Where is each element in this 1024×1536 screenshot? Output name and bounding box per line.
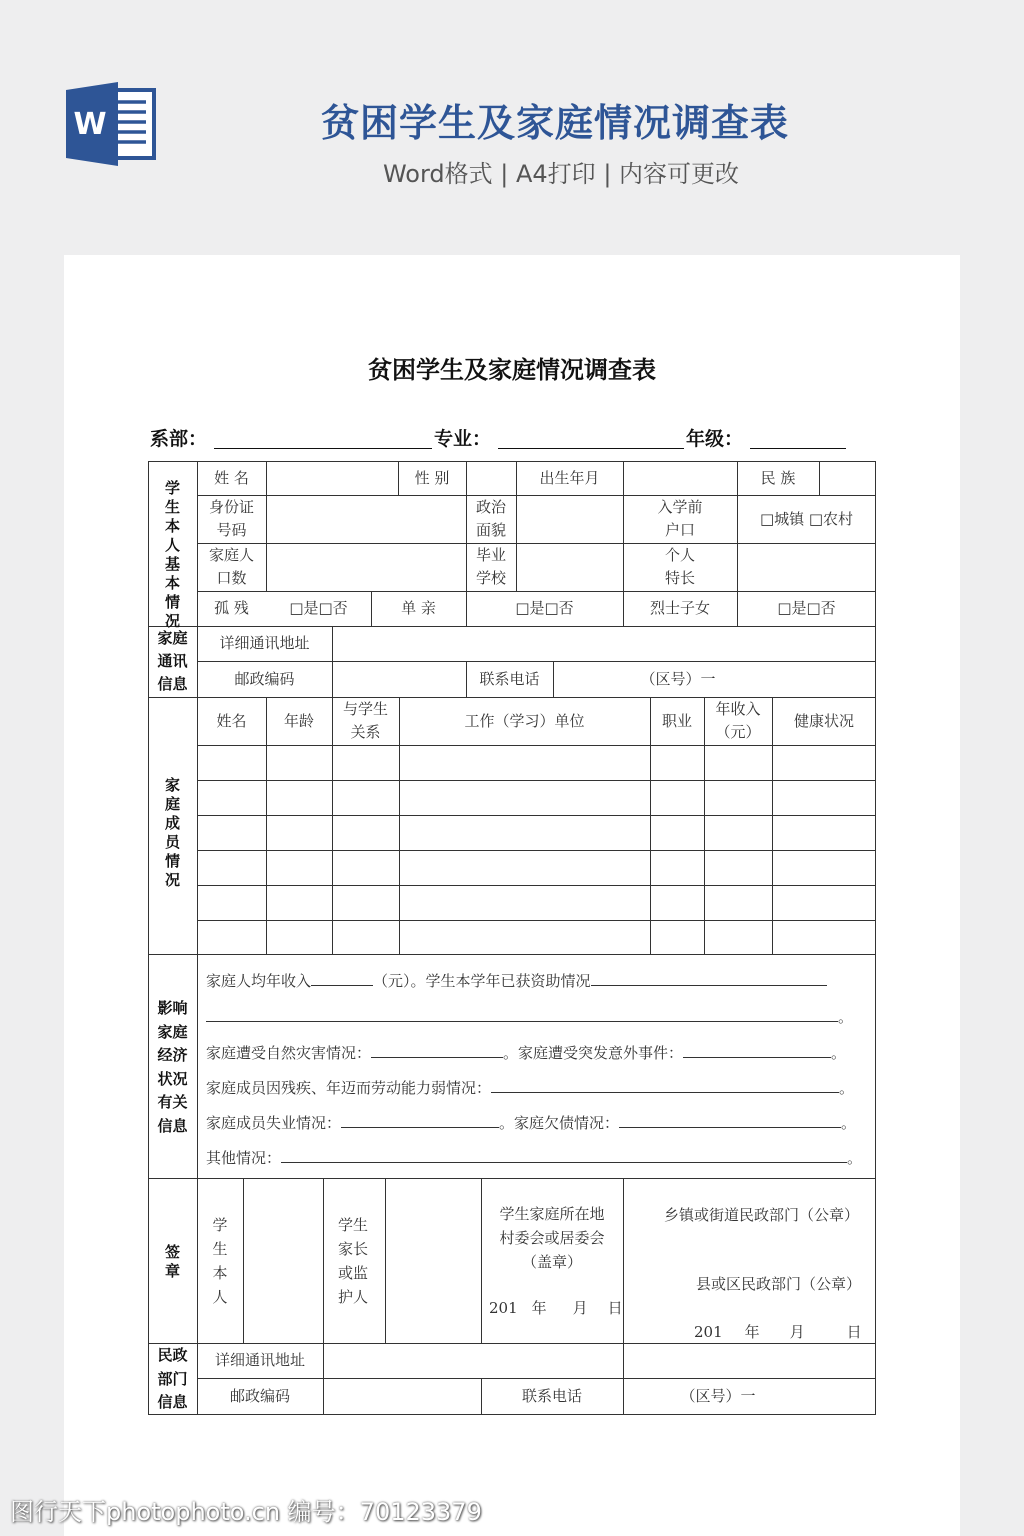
banner-subtitle: Word格式 | A4打印 | 内容可更改 bbox=[382, 160, 740, 188]
family-size-label: 家庭人 口数 bbox=[208, 546, 254, 587]
col-work-unit: 工作（学习）单位 bbox=[464, 712, 585, 730]
dept-label: 系部： bbox=[150, 428, 208, 450]
hukou-options[interactable]: □城镇 □农村 bbox=[759, 510, 854, 528]
disability-line: 家庭成员因残疾、年迈而劳动能力弱情况： 。 bbox=[206, 1076, 854, 1098]
col-income: 年收入 （元） bbox=[715, 700, 761, 741]
ethnicity-label: 民 族 bbox=[760, 469, 796, 487]
political-label: 政治 面貌 bbox=[475, 498, 506, 539]
martyr-options[interactable]: □是□否 bbox=[777, 599, 836, 617]
single-parent-options[interactable]: □是□否 bbox=[515, 599, 574, 617]
major-label: 专业： bbox=[434, 428, 492, 450]
section-economic-info: 影响家庭经济状况有关信息 bbox=[157, 999, 188, 1135]
orphan-label: 孤 残 bbox=[214, 599, 249, 617]
major-field[interactable] bbox=[498, 448, 684, 449]
village-committee-label: 学生家庭所在地 村委会或居委会 （盖章） bbox=[499, 1205, 605, 1271]
grade-label: 年级： bbox=[686, 428, 744, 450]
col-name: 姓名 bbox=[216, 712, 247, 730]
student-signature-label: 学生本人 bbox=[212, 1216, 228, 1306]
survey-table bbox=[148, 461, 876, 1415]
section-family-members: 家庭成员情况 bbox=[164, 776, 180, 889]
col-health: 健康状况 bbox=[793, 712, 854, 730]
aid-continuation-field[interactable] bbox=[206, 1005, 838, 1022]
other-line: 其他情况： 。 bbox=[206, 1146, 862, 1168]
accident-field[interactable] bbox=[683, 1041, 831, 1058]
name-label: 姓 名 bbox=[214, 469, 249, 487]
section-contact-info: 家庭通讯信息 bbox=[157, 629, 188, 693]
grade-field[interactable] bbox=[750, 448, 846, 449]
hukou-label: 入学前 户口 bbox=[657, 498, 703, 539]
per-capita-income-field[interactable] bbox=[311, 969, 373, 986]
unemployment-line: 家庭成员失业情况： 。家庭欠债情况： 。 bbox=[206, 1111, 856, 1133]
watermark: 图行天下photophoto.cn 编号：70123379 bbox=[10, 1498, 482, 1526]
parent-signature-label: 学生家长或监护人 bbox=[338, 1216, 369, 1306]
disability-field[interactable] bbox=[491, 1076, 839, 1093]
civil-address-label: 详细通讯地址 bbox=[214, 1351, 305, 1369]
gender-label: 性 别 bbox=[414, 469, 450, 487]
postcode-label: 邮政编码 bbox=[234, 670, 295, 688]
other-field[interactable] bbox=[281, 1146, 847, 1163]
civil-area-code-text: （区号）一 bbox=[680, 1387, 756, 1405]
aid-continuation-line: 。 bbox=[206, 1005, 853, 1027]
natural-disaster-field[interactable] bbox=[371, 1041, 503, 1058]
aid-received-field[interactable] bbox=[591, 969, 827, 986]
col-occupation: 职业 bbox=[661, 712, 692, 730]
col-age: 年龄 bbox=[283, 712, 314, 730]
birth-label: 出生年月 bbox=[539, 469, 600, 487]
unemployment-field[interactable] bbox=[341, 1111, 499, 1128]
civil-phone-label: 联系电话 bbox=[521, 1387, 582, 1405]
section-signature: 签章 bbox=[164, 1243, 180, 1280]
civil-postcode-label: 邮政编码 bbox=[229, 1387, 290, 1405]
school-label: 毕业 学校 bbox=[475, 546, 506, 587]
section-civil-dept-info: 民政部门信息 bbox=[157, 1346, 188, 1411]
village-date: 201 年 月 日 bbox=[489, 1299, 623, 1317]
per-capita-income-line: 家庭人均年收入 （元）。学生本学年已获资助情况 bbox=[206, 969, 827, 991]
town-dept-stamp-label: 乡镇或街道民政部门（公章） bbox=[664, 1206, 860, 1224]
debt-field[interactable] bbox=[619, 1111, 841, 1128]
banner-title: 贫困学生及家庭情况调查表 bbox=[320, 101, 789, 145]
word-logo-letter: W bbox=[73, 107, 107, 142]
area-code-text: （区号）一 bbox=[640, 670, 716, 688]
col-relation: 与学生 关系 bbox=[342, 700, 388, 741]
header-fields bbox=[150, 424, 876, 454]
phone-label: 联系电话 bbox=[479, 670, 540, 688]
id-label: 身份证 号码 bbox=[208, 498, 254, 539]
martyr-label: 烈士子女 bbox=[649, 599, 710, 617]
civil-date: 201 年 月 日 bbox=[694, 1323, 862, 1341]
orphan-options[interactable]: □是□否 bbox=[289, 599, 348, 617]
section-basic-info: 学生本人基本情况 bbox=[164, 479, 180, 630]
single-parent-label: 单 亲 bbox=[401, 599, 436, 617]
dept-field[interactable] bbox=[214, 448, 432, 449]
talent-label: 个人 特长 bbox=[664, 546, 695, 587]
disaster-line: 家庭遭受自然灾害情况： 。家庭遭受突发意外事件： 。 bbox=[206, 1041, 846, 1063]
county-dept-stamp-label: 县或区民政部门（公章） bbox=[696, 1275, 862, 1293]
address-label: 详细通讯地址 bbox=[219, 634, 310, 652]
document-title: 贫困学生及家庭情况调查表 bbox=[368, 356, 656, 384]
